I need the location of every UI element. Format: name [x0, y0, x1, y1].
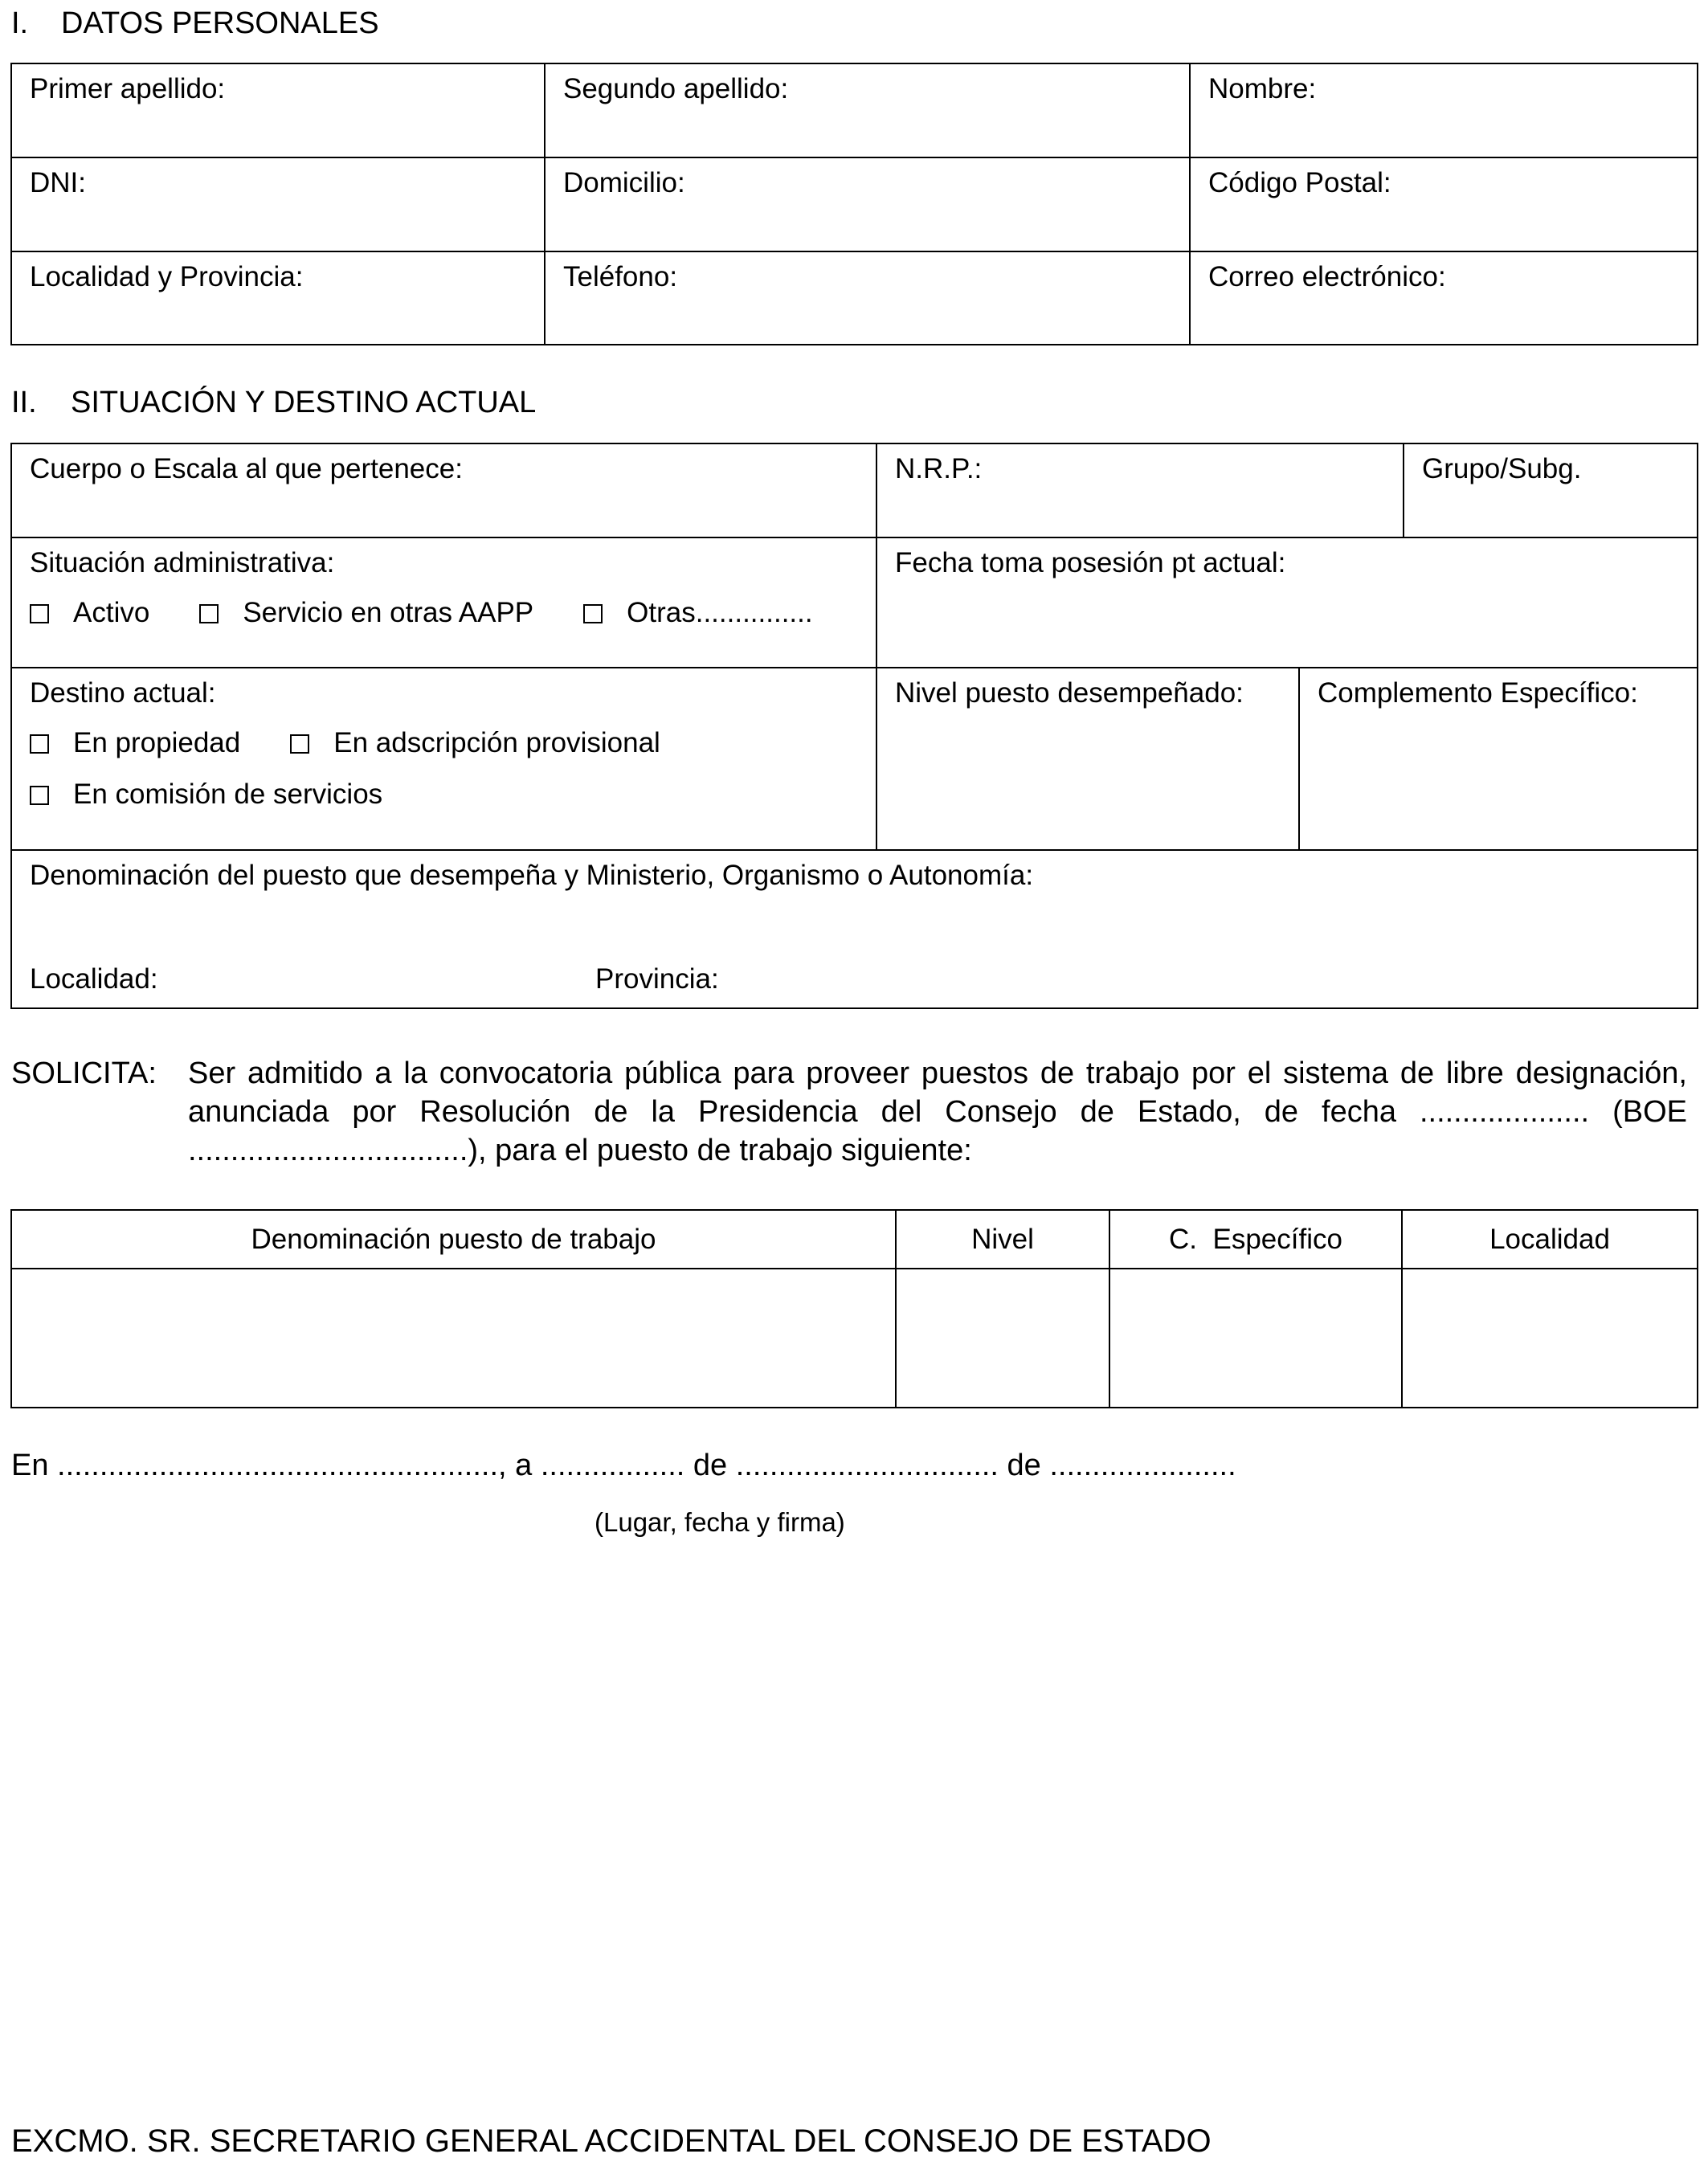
- header-nivel: Nivel: [896, 1210, 1109, 1269]
- cell-especifico-input[interactable]: [1109, 1269, 1402, 1408]
- option-label: En propiedad: [73, 727, 241, 758]
- section-2-title-text: SITUACIÓN Y DESTINO ACTUAL: [71, 386, 537, 419]
- correo-field[interactable]: [1190, 251, 1698, 345]
- section-1-title: [11, 6, 379, 41]
- complemento-label: Complemento Específico:: [1318, 677, 1638, 709]
- primer-apellido-label: Primer apellido:: [30, 73, 226, 104]
- codigo-postal-field[interactable]: [1190, 157, 1698, 251]
- segundo-apellido-label: Segundo apellido:: [563, 73, 789, 104]
- header-especifico: C. Específico: [1109, 1210, 1402, 1269]
- fecha-posesion-field[interactable]: [876, 537, 1698, 668]
- cuerpo-escala-field[interactable]: [11, 443, 876, 537]
- grupo-field[interactable]: [1404, 443, 1698, 537]
- destino-options: [12, 726, 876, 811]
- codigo-postal-label: Código Postal:: [1208, 167, 1391, 198]
- cell-localidad-input[interactable]: [1402, 1269, 1698, 1408]
- option-comision[interactable]: [30, 778, 382, 811]
- option-otras[interactable]: [583, 596, 812, 630]
- datos-personales-table: [10, 63, 1698, 345]
- section-1-title-text: DATOS PERSONALES: [61, 6, 379, 40]
- section-2-number: II.: [11, 386, 37, 419]
- domicilio-label: Domicilio:: [563, 167, 685, 198]
- solicita-head: SOLICITA:: [11, 1056, 157, 1090]
- cell-nivel-input[interactable]: [896, 1269, 1109, 1408]
- solicita-text: Ser admitido a la convocatoria pública para proveer puestos de trabajo por el sistema de libre designación, anunciada por Resolución de la Presidencia del Consejo de Estado, de fecha .................... (BOE .................................), para el puesto de trabajo siguiente:: [188, 1056, 1687, 1167]
- firma-caption: (Lugar, fecha y firma): [595, 1507, 845, 1537]
- cuerpo-escala-label: Cuerpo o Escala al que pertenece:: [30, 453, 463, 484]
- section-1-number: I.: [11, 6, 29, 40]
- dni-field[interactable]: [11, 157, 545, 251]
- segundo-apellido-field[interactable]: [545, 63, 1190, 157]
- complemento-field[interactable]: [1299, 668, 1698, 850]
- option-en-propiedad[interactable]: [30, 726, 240, 760]
- nivel-puesto-field[interactable]: [876, 668, 1299, 850]
- situacion-administrativa-cell: [11, 537, 876, 668]
- nombre-field[interactable]: [1190, 63, 1698, 157]
- option-label: En comisión de servicios: [73, 779, 383, 810]
- situacion-options: [12, 596, 876, 630]
- fecha-posesion-label: Fecha toma posesión pt actual:: [895, 547, 1286, 578]
- checkbox[interactable]: [30, 786, 49, 805]
- destinatario: EXCMO. SR. SECRETARIO GENERAL ACCIDENTAL DEL CONSEJO DE ESTADO: [11, 2123, 1212, 2159]
- nrp-field[interactable]: [876, 443, 1404, 537]
- situacion-administrativa-label: Situación administrativa:: [30, 547, 335, 578]
- option-adscripcion[interactable]: [290, 726, 660, 760]
- telefono-field[interactable]: [545, 251, 1190, 345]
- localidad-provincia-field[interactable]: [11, 251, 545, 345]
- checkbox[interactable]: [290, 734, 309, 754]
- denominacion-label: Denominación del puesto que desempeña y Ministerio, Organismo o Autonomía:: [30, 860, 1034, 891]
- option-label: Servicio en otras AAPP: [243, 597, 534, 628]
- destino-actual-label: Destino actual:: [30, 677, 216, 709]
- solicita-paragraph: [11, 1054, 1687, 1170]
- nivel-puesto-label: Nivel puesto desempeñado:: [895, 677, 1244, 709]
- localidad-provincia-label: Localidad y Provincia:: [30, 261, 304, 292]
- option-label: En adscripción provisional: [333, 727, 660, 758]
- domicilio-field[interactable]: [545, 157, 1190, 251]
- primer-apellido-field[interactable]: [11, 63, 545, 157]
- puesto-trabajo-table: [10, 1209, 1698, 1408]
- firma-line: En ...................................................., a ................. de ............................... de ......................: [11, 1449, 1236, 1482]
- nombre-label: Nombre:: [1208, 73, 1317, 104]
- nrp-label: N.R.P.:: [895, 453, 983, 484]
- checkbox[interactable]: [30, 734, 49, 754]
- header-localidad: Localidad: [1402, 1210, 1698, 1269]
- denominacion-field[interactable]: [11, 850, 1698, 1008]
- section-2-title: [11, 386, 536, 420]
- grupo-label: Grupo/Subg.: [1422, 453, 1582, 484]
- header-denominacion: Denominación puesto de trabajo: [11, 1210, 896, 1269]
- checkbox[interactable]: [199, 604, 219, 623]
- cell-denominacion-input[interactable]: [11, 1269, 896, 1408]
- option-otras-aapp[interactable]: [199, 596, 533, 630]
- destino-actual-cell: [11, 668, 876, 850]
- telefono-label: Teléfono:: [563, 261, 678, 292]
- option-label: Activo: [73, 597, 150, 628]
- option-label: Otras...............: [627, 597, 813, 628]
- correo-label: Correo electrónico:: [1208, 261, 1446, 292]
- provincia-label: Provincia:: [595, 963, 719, 995]
- dni-label: DNI:: [30, 167, 86, 198]
- checkbox[interactable]: [583, 604, 603, 623]
- checkbox[interactable]: [30, 604, 49, 623]
- option-activo[interactable]: [30, 596, 149, 630]
- situacion-destino-table: [10, 443, 1698, 1009]
- localidad-label: Localidad:: [30, 963, 158, 995]
